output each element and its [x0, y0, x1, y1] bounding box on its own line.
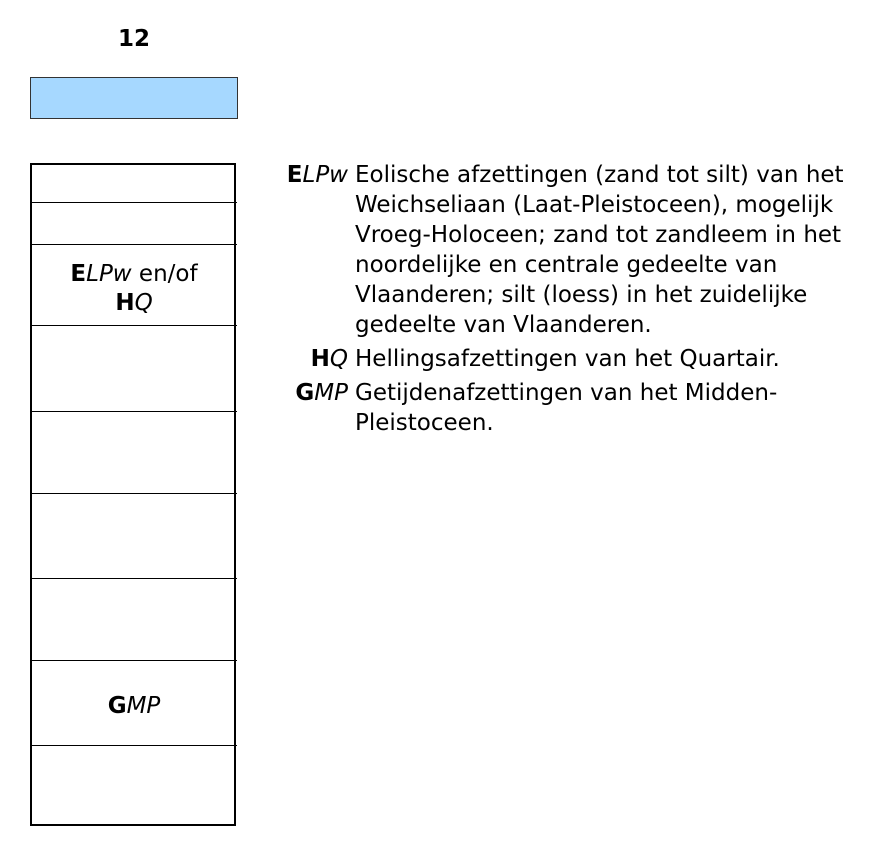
- layer-label-run: E: [70, 261, 87, 287]
- layer-separator: [30, 411, 237, 412]
- layer-separator: [30, 745, 237, 746]
- layer-label-run: LPw: [86, 261, 132, 287]
- layer-separator: [30, 578, 237, 579]
- legend-entry: [270, 160, 870, 340]
- layer-separator: [30, 325, 237, 326]
- legend-code-italic: Q: [329, 346, 348, 372]
- legend: [270, 160, 870, 442]
- legend-code: [311, 344, 348, 374]
- legend-description: Eolische afzettingen (zand tot silt) van het Weichseliaan (Laat-Pleistoceen), mogelijk Vroeg-Holoceen; zand tot zandleem in het noordelijke en centrale gedeelte van Vlaanderen; silt (loess) in het zuidelijke gedeelte van Vlaanderen.: [355, 162, 844, 338]
- layer-label-run: Q: [134, 290, 153, 316]
- layer-label-run: MP: [126, 693, 161, 719]
- legend-code-italic: MP: [314, 380, 348, 406]
- legend-code-bold: G: [295, 380, 315, 406]
- layer-label-elpw-hq: [31, 260, 237, 318]
- layer-label-run: en/of: [131, 261, 198, 287]
- legend-description: Hellingsafzettingen van het Quartair.: [355, 346, 780, 372]
- legend-description: Getijdenafzettingen van het Midden-Pleistoceen.: [355, 380, 778, 436]
- legend-code-bold: H: [310, 346, 330, 372]
- layer-separator: [30, 202, 237, 203]
- water-layer: [30, 77, 238, 119]
- legend-code-bold: E: [286, 162, 303, 188]
- layer-separator: [30, 660, 237, 661]
- layer-label-run: H: [115, 290, 135, 316]
- layer-label-gmp: [31, 692, 237, 721]
- legend-entry: [270, 344, 870, 374]
- column-number: 12: [117, 26, 150, 52]
- legend-code: [295, 378, 348, 408]
- legend-code-italic: LPw: [302, 162, 348, 188]
- layer-separator: [30, 493, 237, 494]
- layer-separator: [30, 244, 237, 245]
- legend-code: [287, 160, 348, 190]
- layer-label-run: G: [107, 693, 127, 719]
- legend-entry: [270, 378, 870, 438]
